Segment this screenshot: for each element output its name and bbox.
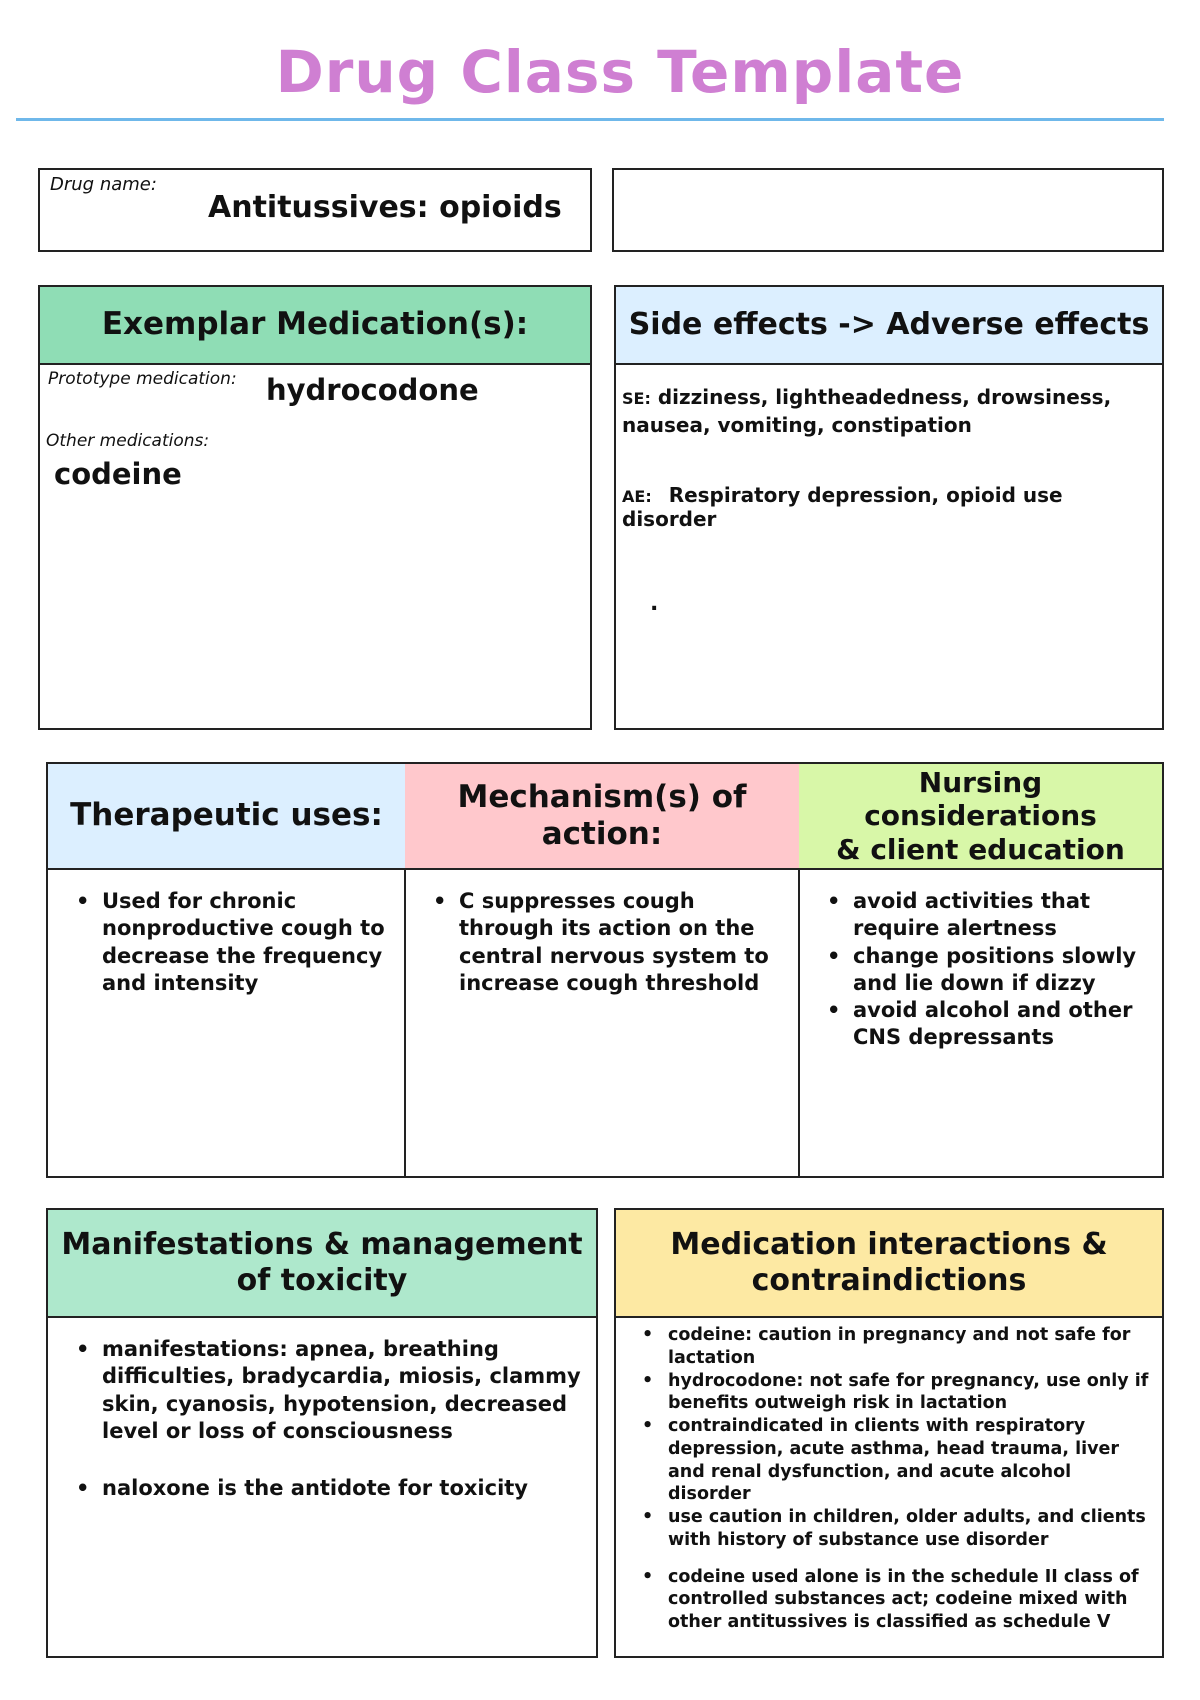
drug-name-value: Antitussives: opioids bbox=[208, 190, 562, 225]
toxicity-box bbox=[46, 1208, 598, 1658]
interactions-header bbox=[616, 1210, 1162, 1318]
list-item: • manifestations: apnea, breathing difficulties, bradycardia, miosis, clammy skin, cyanosis, hypotension, decreased level or loss of consciousness bbox=[64, 1336, 582, 1445]
page-title: Drug Class Template bbox=[275, 38, 965, 106]
nursing-column bbox=[799, 764, 1162, 1176]
interactions-header-line2: contraindictions bbox=[751, 1263, 1027, 1298]
side-effects-header bbox=[616, 287, 1162, 365]
list-item: • use caution in children, older adults, and clients with history of substance use disorder bbox=[630, 1506, 1152, 1552]
list-item: • avoid activities that require alertness bbox=[815, 888, 1152, 943]
side-effects-header-text: Side effects -> Adverse effects bbox=[628, 307, 1150, 342]
nursing-header-line1: Nursing considerations bbox=[864, 765, 1097, 833]
prototype-label: Prototype medication: bbox=[48, 369, 237, 389]
side-effects-entry bbox=[622, 383, 1142, 439]
mechanism-header bbox=[405, 764, 799, 870]
other-medications-label: Other medications: bbox=[46, 431, 210, 451]
se-text: dizziness, lightheadedness, drowsiness, nausea, vomiting, constipation bbox=[622, 385, 1112, 437]
drug-name-box bbox=[38, 168, 592, 252]
list-item: • C suppresses cough through its action on the central nervous system to increase cough threshold bbox=[421, 888, 785, 997]
se-label: SE: bbox=[622, 389, 651, 408]
toxicity-header-line2: of toxicity bbox=[236, 1263, 408, 1298]
list-item: • change positions slowly and lie down if dizzy bbox=[815, 943, 1152, 998]
prototype-value: hydrocodone bbox=[266, 373, 479, 407]
interactions-list bbox=[616, 1318, 1162, 1634]
ae-text: Respiratory depression, opioid use disorder bbox=[622, 483, 1063, 531]
interactions-header-line1: Medication interactions & bbox=[670, 1227, 1108, 1262]
side-effects-box bbox=[614, 285, 1164, 730]
mechanism-column bbox=[405, 764, 799, 1176]
list-item: • codeine used alone is in the schedule II class of controlled substances act; codeine mixed with other antitussives is classified as schedule V bbox=[630, 1566, 1152, 1634]
interactions-box bbox=[614, 1208, 1164, 1658]
three-column-section bbox=[46, 762, 1164, 1178]
list-item: • naloxone is the antidote for toxicity bbox=[64, 1475, 582, 1502]
therapeutic-uses-header bbox=[48, 764, 405, 870]
toxicity-header-line1: Manifestations & management bbox=[61, 1227, 583, 1262]
exemplar-medications-box bbox=[38, 285, 592, 730]
list-item: • contraindicated in clients with respiratory depression, acute asthma, head trauma, liver and renal dysfunction, and acute alcohol disorder bbox=[630, 1415, 1152, 1506]
stray-dot: . bbox=[650, 591, 659, 616]
list-item: • hydrocodone: not safe for pregnancy, use only if benefits outweigh risk in lactation bbox=[630, 1370, 1152, 1416]
therapeutic-header-text: Therapeutic uses: bbox=[70, 797, 383, 834]
list-item: • codeine: caution in pregnancy and not safe for lactation bbox=[630, 1324, 1152, 1370]
mechanism-list bbox=[405, 870, 799, 997]
nursing-list bbox=[799, 870, 1162, 1052]
nursing-header bbox=[799, 764, 1162, 870]
blank-box bbox=[612, 168, 1164, 252]
list-item: • Used for chronic nonproductive cough to decrease the frequency and intensity bbox=[64, 888, 391, 997]
exemplar-header-text: Exemplar Medication(s): bbox=[101, 306, 529, 343]
toxicity-list bbox=[48, 1318, 596, 1502]
adverse-effects-entry bbox=[622, 483, 1152, 531]
mechanism-header-text: Mechanism(s) of action: bbox=[457, 778, 747, 852]
exemplar-medications-header bbox=[40, 287, 590, 365]
therapeutic-uses-list bbox=[48, 870, 405, 997]
therapeutic-uses-column bbox=[48, 764, 405, 1176]
ae-label: AE: bbox=[622, 487, 652, 506]
drug-name-label: Drug name: bbox=[50, 174, 157, 195]
list-item: • avoid alcohol and other CNS depressants bbox=[815, 997, 1152, 1052]
nursing-header-line2: & client education bbox=[836, 832, 1125, 866]
toxicity-header bbox=[48, 1210, 596, 1318]
other-medications-value: codeine bbox=[54, 457, 182, 491]
title-divider bbox=[16, 118, 1164, 121]
